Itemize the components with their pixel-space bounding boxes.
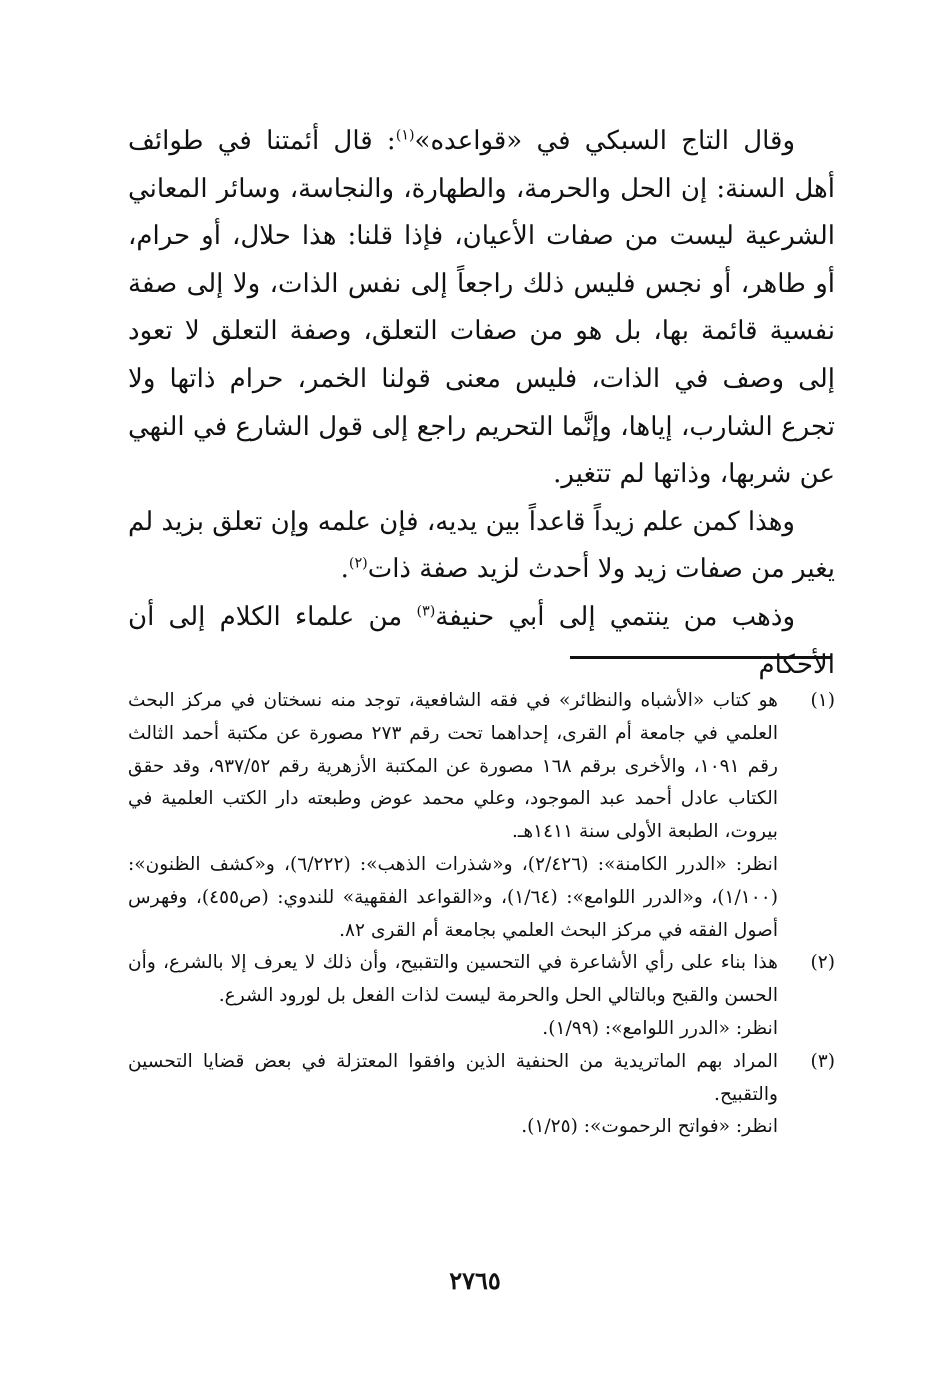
footnote-2-sources: انظر: «الدرر اللوامع»: (١/٩٩).: [542, 1017, 778, 1039]
footnote-ref-1: (١): [395, 127, 415, 144]
main-text: [128, 118, 835, 689]
footnote-ref-2: (٢): [348, 555, 368, 572]
footnote-number: (٢): [810, 952, 835, 974]
paragraph-3-text-start: وذهب من ينتمي إلى أبي حنيفة: [435, 601, 795, 632]
footnote-number: (٣): [810, 1050, 835, 1072]
paragraph-1-text-start: وقال التاج السبكي في «قواعده»: [414, 126, 795, 156]
paragraph-1-text-end: : قال أئمتنا في طوائف أهل السنة: إن الحل والحرمة، والطهارة، والنجاسة، وسائر المعاني الشرعية ليست من صفات الأعيان، فإذا قلنا: هذا حلال، أو حرام، أو طاهر، أو نجس فليس ذلك راجعاً إلى نفس الذات، ولا إلى صفة نفسية قائمة بها، بل هو من صفات التعلق، وصفة التعلق لا تعود إلى وصف في الذات، فليس معنى قولنا الخمر، حرام ذاتها ولا تجرع الشارب، إياها، وإنَّما التحريم راجع إلى قول الشارع في النهي عن شربها، وذاتها لم تتغير.: [128, 126, 835, 490]
footnote-1-text: هو كتاب «الأشباه والنظائر» في فقه الشافعية، توجد منه نسختان في مركز البحث العلمي في جامعة أم القرى، إحداهما تحت رقم ٢٧٣ مصورة عن مكتبة أحمد الثالث رقم ١٠٩١، والأخرى برقم ١٦٨ مصورة عن المكتبة الأزهرية رقم ٩٣٧/٥٢، وقد حقق الكتاب عادل أحمد عبد الموجود، وعلي محمد عوض وطبعته دار الكتب العلمية في بيروت، الطبعة الأولى سنة ١٤١١هـ.: [128, 690, 778, 843]
main-paragraph-3: [128, 594, 835, 689]
footnote-ref-3: (٣): [416, 603, 436, 620]
paragraph-3-text-end: من علماء الكلام إلى أن الأحكام: [128, 601, 835, 680]
footnote-1: [128, 685, 835, 947]
footnote-2: [128, 947, 835, 1045]
paragraph-2-text-end: .: [340, 554, 349, 585]
main-paragraph-2: [128, 499, 835, 594]
footnote-3-text: المراد بهم الماتريدية من الحنفية الذين وافقوا المعتزلة في بعض قضايا التحسين والتقبيح.: [128, 1050, 778, 1105]
footnote-1-sources: انظر: «الدرر الكامنة»: (٢/٤٢٦)، و«شذرات الذهب»: (٦/٢٢٢)، و«كشف الظنون»: (١/١٠٠)، و«الدرر اللوامع»: (١/٦٤)، و«القواعد الفقهية» للندوي: (ص٤٥٥)، وفهرس أصول الفقه في مركز البحث العلمي بجامعة أم القرى ٨٢.: [128, 853, 778, 941]
main-paragraph-1: [128, 118, 835, 499]
footnote-3: [128, 1046, 835, 1144]
page-number: ٢٧٦٥: [449, 1266, 501, 1295]
footnote-separator: [570, 656, 832, 659]
footnote-3-sources: انظر: «فواتح الرحموت»: (١/٢٥).: [521, 1116, 778, 1138]
footnote-number: (١): [810, 690, 835, 711]
footnote-2-text: هذا بناء على رأي الأشاعرة في التحسين والتقبيح، وأن ذلك لا يعرف إلا بالشرع، وأن الحسن والقبح وبالتالي الحل والحرمة ليست لذات الفعل بل لورود الشرع.: [128, 952, 778, 1007]
paragraph-2-text-start: وهذا كمن علم زيداً قاعداً بين يديه، فإن علمه وإن تعلق بزيد لم يغير من صفات زيد ولا أحدث لزيد صفة ذات: [128, 506, 835, 585]
footnotes: [128, 685, 835, 1144]
